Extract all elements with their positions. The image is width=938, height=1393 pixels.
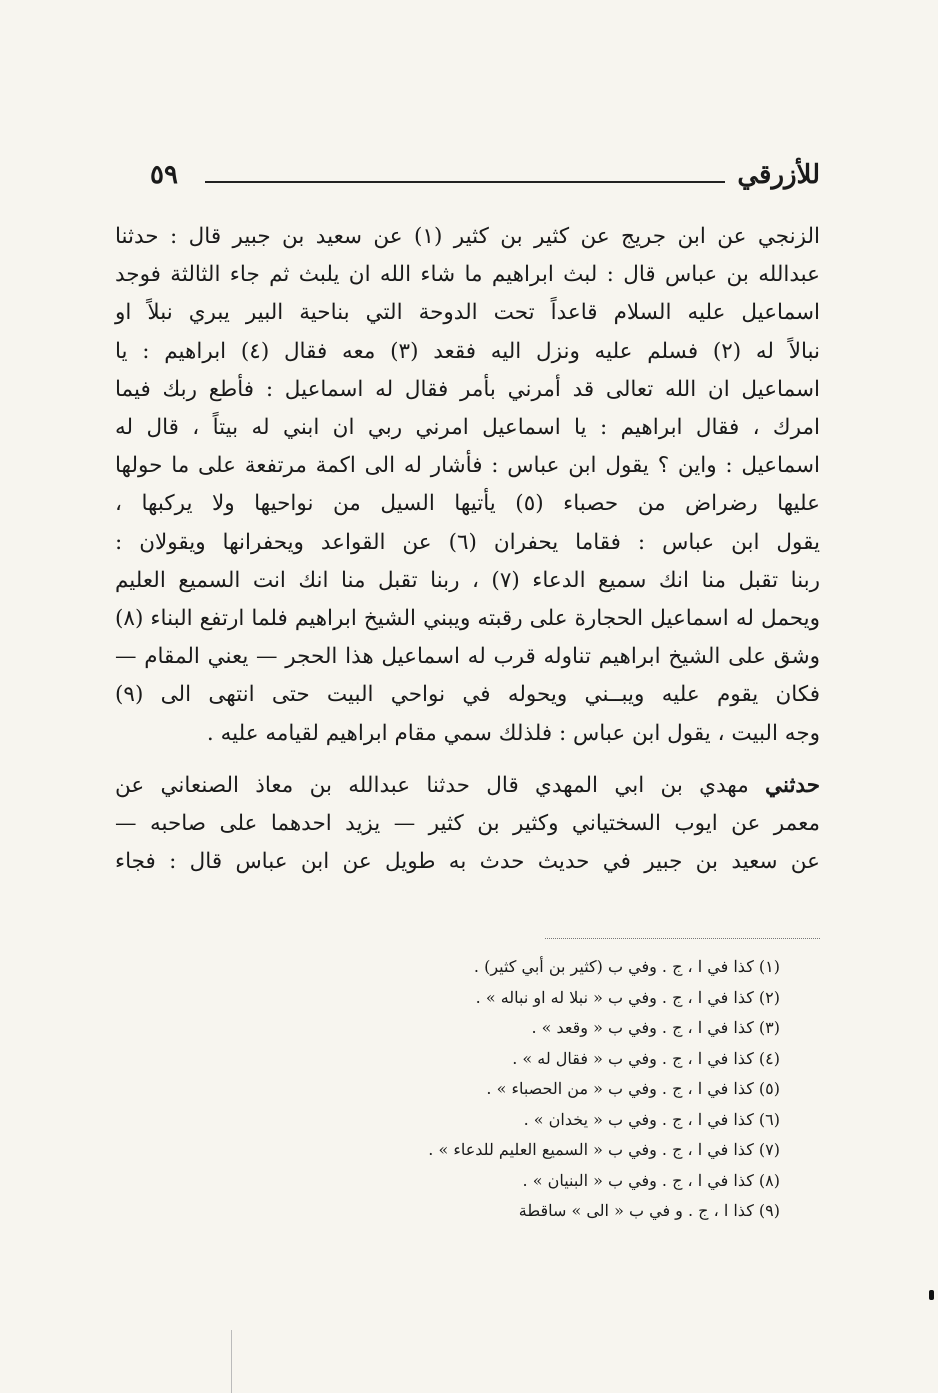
footnotes	[380, 952, 780, 1227]
text-line: اسماعيل عليه السلام قاعداً تحت الدوحة التي بناحية البير يبري نبلاً او	[115, 300, 820, 326]
page-header	[150, 160, 820, 200]
text-line: اسماعيل ان الله تعالى قد أمرني بأمر فقال له اسماعيل : فأطع ربك فيما	[115, 376, 820, 402]
paragraph-lead-word: حدثني	[765, 772, 820, 798]
footnote-3: (٣) كذا في ا ، ج . وفي ب « وقعد » .	[531, 1018, 780, 1037]
footnote-rule	[545, 938, 820, 939]
page-number: ٥٩	[150, 160, 178, 190]
page-edge-mark	[929, 1290, 934, 1300]
text-line: ويحمل له اسماعيل الحجارة على رقبته ويبني الشيخ ابراهيم فلما ارتفع البناء (٨)	[115, 606, 820, 632]
text-line: اسماعيل : واين ؟ يقول ابن عباس : فأشار له الى اكمة مرتفعة على ما حولها	[115, 453, 820, 479]
footnote-9: (٩) كذا ا ، ج . و في ب « الى » ساقطة	[518, 1201, 780, 1220]
footnote-8: (٨) كذا في ا ، ج . وفي ب « البنيان » .	[522, 1170, 780, 1190]
text-line: عن سعيد بن جبير في حديث حدث به طويل عن ابن عباس قال : فجاء	[115, 849, 820, 875]
footnote-2: (٢) كذا في ا ، ج . وفي ب « نبلا له او نباله » .	[475, 987, 780, 1007]
footnote-7: (٧) كذا في ا ، ج . وفي ب « السميع العليم للدعاء » .	[428, 1140, 780, 1159]
paragraph-2	[115, 767, 820, 882]
text-line: نبالاً له (٢) فسلم عليه ونزل اليه فقعد (٣) معه فقال (٤) ابراهيم : يا	[115, 338, 820, 364]
text-line-rest: مهدي بن ابي المهدي قال حدثنا عبدالله بن معاذ الصنعاني عن	[115, 772, 766, 798]
text-line: وشق على الشيخ ابراهيم تناوله قرب له اسماعيل هذا الحجر — يعني المقام —	[115, 644, 820, 670]
binding-line	[231, 1330, 232, 1393]
text-line: الزنجي عن ابن جريج عن كثير بن كثير (١) عن سعيد بن جبير قال : حدثنا	[115, 224, 820, 249]
text-line: ربنا تقبل منا انك سميع الدعاء (٧) ، ربنا تقبل منا انك انت السميع العليم	[115, 567, 820, 593]
text-line: فكان يقوم عليه ويبــني ويحوله في نواحي البيت حتى انتهى الى (٩)	[115, 682, 820, 708]
footnote-1: (١) كذا في ا ، ج . وفي ب (كثير بن أبي كثير) .	[473, 957, 780, 976]
text-line: معمر عن ايوب السختياني وكثير بن كثير — يزيد احدهما على صاحبه —	[115, 811, 820, 837]
running-title: للأزرقي	[737, 160, 820, 190]
text-line: يقول ابن عباس : فقاما يحفران (٦) عن القواعد ويحفرانها ويقولان :	[115, 529, 821, 555]
footnote-6: (٦) كذا في ا ، ج . وفي ب « يخدان » .	[523, 1109, 780, 1129]
main-text	[115, 218, 820, 881]
text-line: عليها رضراض من حصباء (٥) يأتيها السيل من نواحيها ولا يركبها ،	[115, 491, 820, 517]
text-line: عبدالله بن عباس قال : لبث ابراهيم ما شاء الله ان يلبث ثم جاء الثالثة فوجد	[115, 262, 820, 288]
paragraph-1	[115, 218, 820, 753]
text-line: وجه البيت ، يقول ابن عباس : فلذلك سمي مقام ابراهيم لقيامه عليه .	[206, 720, 820, 746]
text-line: امرك ، فقال ابراهيم : يا اسماعيل امرني ربي ان ابني له بيتاً ، قال له	[115, 415, 820, 441]
header-rule	[205, 181, 725, 183]
footnote-5: (٥) كذا في ا ، ج . وفي ب « من الحصباء » .	[486, 1079, 780, 1098]
footnote-4: (٤) كذا في ا ، ج . وفي ب « فقال له » .	[512, 1048, 780, 1068]
text-line	[115, 767, 820, 805]
